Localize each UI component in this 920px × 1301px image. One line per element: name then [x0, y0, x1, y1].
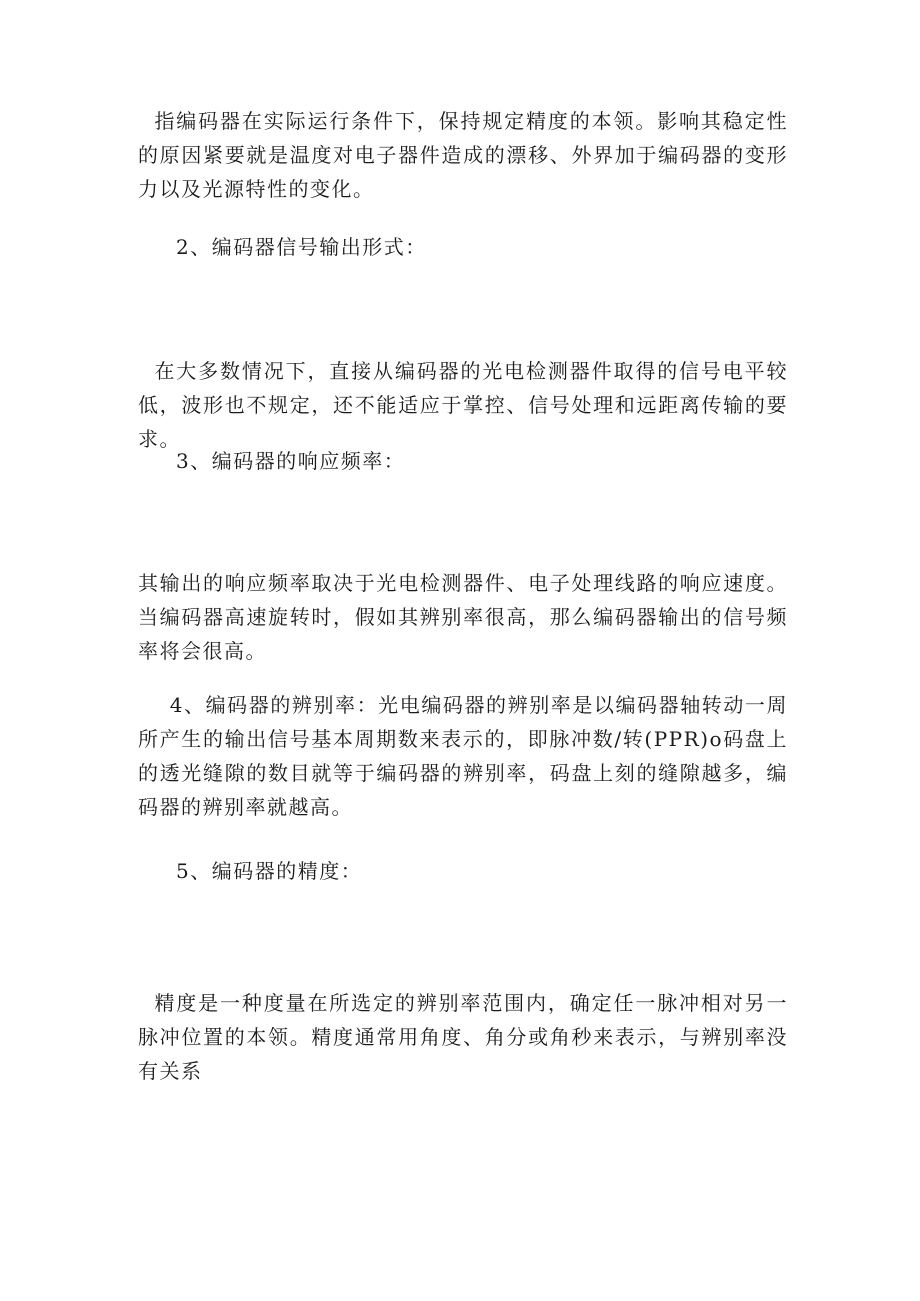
heading-signal-output: 2、编码器信号输出形式：: [176, 235, 427, 259]
paragraph-precision: 精度是一种度量在所选定的辨别率范围内，确定任一脉冲相对另一脉冲位置的本领。精度通常用角度、角分或角秒来表示，与辨别率没有关系: [138, 991, 788, 1083]
paragraph-signal-output: 在大多数情况下，直接从编码器的光电检测器件取得的信号电平较低，波形也不规定，还不能适应于掌控、信号处理和远距离传输的要求。: [138, 359, 788, 451]
paragraph-stability: 指编码器在实际运行条件下，保持规定精度的本领。影响其稳定性的原因紧要就是温度对电子器件造成的漂移、外界加于编码器的变形力以及光源特性的变化。: [138, 109, 788, 201]
heading-precision: 5、编码器的精度：: [176, 859, 363, 883]
heading-response-frequency: 3、编码器的响应频率：: [176, 449, 406, 473]
paragraph-response-frequency: 其输出的响应频率取决于光电检测器件、电子处理线路的响应速度。当编码器高速旋转时，假如其辨别率很高，那么编码器输出的信号频率将会很高。: [138, 571, 788, 663]
paragraph-resolution: 4、编码器的辨别率：光电编码器的辨别率是以编码器轴转动一周所产生的输出信号基本周期数来表示的，即脉冲数/转(PPR)o码盘上的透光缝隙的数目就等于编码器的辨别率，码盘上刻的缝隙越多，编码器的辨别率就越高。: [138, 693, 788, 819]
